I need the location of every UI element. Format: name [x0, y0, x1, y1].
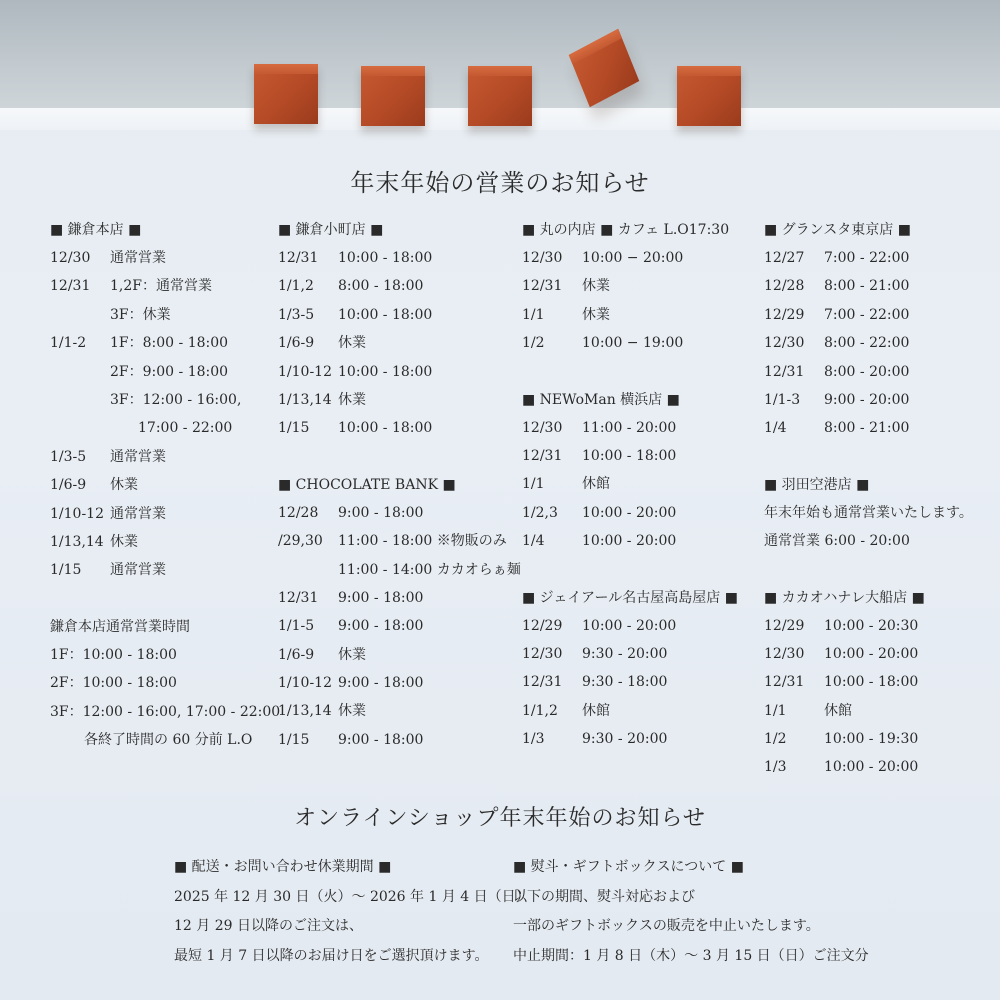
schedule-row: [278, 362, 513, 390]
schedule-row: [522, 503, 762, 531]
schedule-hours: 休館: [582, 476, 610, 493]
schedule-row: [50, 560, 275, 588]
online-shipping-notice: [174, 857, 530, 975]
schedule-hours: 10:00 - 20:00: [824, 645, 919, 662]
schedule-list: [522, 616, 762, 758]
schedule-hours: 8:00 - 21:00: [824, 420, 910, 437]
schedule-row: [278, 531, 513, 559]
schedule-row: [50, 333, 275, 361]
schedule-date: 1/4: [764, 420, 787, 437]
schedule-date: 1/2: [522, 335, 545, 352]
schedule-date: 1/6-9: [50, 477, 87, 494]
schedule-hours: 休業: [338, 703, 366, 720]
store-marunouchi: [522, 220, 762, 362]
schedule-row: [278, 390, 513, 418]
store-header: ■ NEWoMan 横浜店 ■: [522, 391, 680, 408]
schedule-hours: 10:00 - 18:00: [338, 250, 433, 266]
schedule-row: [764, 362, 994, 390]
schedule-hours: 9:30 - 20:00: [582, 645, 668, 662]
schedule-hours: 10:00 - 18:00: [582, 447, 677, 464]
hours-title: 鎌倉本店通常営業時間: [50, 618, 190, 635]
schedule-hours: 17:00 - 22:00: [110, 420, 233, 437]
page-title: 年末年始の営業のお知らせ: [350, 169, 650, 197]
schedule-hours: 10:00 - 18:00: [338, 306, 433, 323]
schedule-hours: 9:00 - 18:00: [338, 675, 424, 692]
store-header: ■ 羽田空港店 ■: [764, 476, 870, 493]
schedule-date: 1/2: [764, 731, 787, 748]
schedule-hours: 10:00 - 18:00: [338, 363, 433, 380]
schedule-row: [522, 305, 762, 333]
schedule-date: 12/29: [522, 617, 563, 634]
schedule-hours: 10:00 - 20:00: [582, 533, 677, 550]
store-header: ■ 丸の内店 ■ カフェ L.O17:30: [522, 222, 730, 238]
schedule-row: [278, 673, 513, 701]
schedule-date: 1/6-9: [278, 335, 315, 352]
schedule-hours: 11:00 - 20:00: [582, 419, 677, 436]
schedule-date: 1/1,2: [278, 278, 314, 295]
schedule-row: [764, 333, 994, 361]
schedule-date: 1/15: [50, 562, 82, 579]
schedule-date: 1/1: [522, 476, 545, 493]
store-newoman-yokohama: [522, 390, 762, 560]
schedule-row: [50, 276, 275, 304]
schedule-date: 1/10-12: [278, 675, 332, 692]
schedule-date: /29,30: [278, 533, 323, 550]
schedule-hours: 8:00 - 18:00: [338, 278, 424, 295]
schedule-date: 1/1: [764, 702, 787, 719]
schedule-hours: 10:00 − 19:00: [582, 335, 684, 352]
schedule-row: [278, 645, 513, 673]
schedule-row: [764, 276, 994, 304]
schedule-hours: 3F：12:00 - 16:00,: [110, 391, 242, 408]
hours-line: 3F：12:00 - 16:00, 17:00 - 22:00: [50, 703, 281, 720]
schedule-date: 1/1-3: [764, 391, 801, 408]
online-shop-title: オンラインショップ年末年始のお知らせ: [294, 806, 706, 831]
schedule-row: [50, 504, 275, 532]
notice-line: 12 月 29 日以降のご注文は、: [174, 918, 363, 934]
store-header: ■ CHOCOLATE BANK ■: [278, 476, 456, 493]
schedule-row: [50, 475, 275, 503]
store-cacao-hanare-ofuna: [764, 588, 994, 786]
schedule-row: [50, 418, 275, 446]
schedule-hours: 10:00 - 18:00: [824, 674, 919, 691]
schedule-row: [50, 532, 275, 560]
schedule-hours: 通常営業: [110, 562, 166, 579]
schedule-date: 12/30: [50, 250, 91, 266]
schedule-date: 1/1-2: [50, 335, 87, 352]
schedule-row: [50, 362, 275, 390]
schedule-row: [522, 729, 762, 757]
schedule-date: 12/31: [50, 278, 91, 295]
schedule-date: 1/13,14: [278, 703, 332, 720]
schedule-date: 12/30: [764, 645, 805, 662]
schedule-date: 12/28: [278, 504, 319, 521]
schedule-row: [278, 616, 513, 644]
store-header: ■ ジェイアール名古屋高島屋店 ■: [522, 589, 738, 606]
schedule-date: 12/31: [278, 589, 319, 606]
store-haneda-airport: [764, 475, 994, 560]
schedule-row: [522, 644, 762, 672]
schedule-hours: 9:00 - 18:00: [338, 618, 424, 635]
schedule-row: [522, 276, 762, 304]
schedule-row: [522, 531, 762, 559]
schedule-hours: 10:00 - 18:00: [338, 420, 433, 437]
schedule-hours: 10:00 - 20:00: [824, 759, 919, 776]
store-gransta-tokyo: [764, 220, 994, 447]
schedule-date: 12/30: [522, 250, 563, 266]
schedule-hours: 9:00 - 18:00: [338, 589, 424, 606]
schedule-date: 12/31: [522, 447, 563, 464]
schedule-date: 12/30: [522, 645, 563, 662]
schedule-row: [278, 248, 513, 276]
schedule-row: [764, 248, 994, 276]
schedule-hours: 9:00 - 18:00: [338, 504, 424, 521]
schedule-row: [522, 248, 762, 276]
schedule-date: 1/3: [522, 731, 545, 748]
schedule-hours: 休業: [338, 391, 366, 408]
schedule-row: [50, 390, 275, 418]
schedule-hours: 休業: [582, 306, 610, 323]
schedule-hours: 9:30 - 20:00: [582, 731, 668, 748]
schedule-hours: 10:00 - 20:00: [582, 504, 677, 521]
schedule-date: 1/3-5: [278, 306, 315, 323]
notice-header: ■ 配送・お問い合わせ休業期間 ■: [174, 859, 392, 875]
schedule-list: [764, 248, 994, 447]
schedule-date: 12/30: [522, 419, 563, 436]
schedule-hours: 10:00 - 19:30: [824, 731, 919, 748]
schedule-hours: 3F：休業: [110, 306, 171, 323]
schedule-row: [278, 730, 513, 758]
schedule-list: [50, 248, 275, 589]
schedule-date: 1/10-12: [50, 505, 104, 522]
store-header: ■ 鎌倉小町店 ■: [278, 222, 384, 238]
notice-line: 一部のギフトボックスの販売を中止いたします。: [513, 918, 820, 934]
notice-header: ■ 熨斗・ギフトボックスについて ■: [513, 859, 744, 875]
schedule-list: [522, 248, 762, 362]
schedule-row: [278, 305, 513, 333]
schedule-row: [278, 560, 521, 588]
schedule-row: [278, 418, 513, 446]
schedule-date: 12/30: [764, 335, 805, 352]
schedule-list: [522, 418, 762, 560]
schedule-hours: 1,2F：通常営業: [110, 278, 212, 295]
schedule-row: [278, 503, 513, 531]
store-note: 年末年始も通常営業いたします。: [764, 504, 973, 521]
schedule-date: 12/31: [522, 674, 563, 691]
schedule-hours: 休館: [582, 702, 610, 719]
schedule-row: [278, 276, 513, 304]
schedule-date: 1/6-9: [278, 646, 315, 663]
schedule-date: 1/15: [278, 420, 310, 437]
schedule-hours: 休業: [110, 533, 138, 550]
schedule-hours: 2F：9:00 - 18:00: [110, 363, 229, 380]
schedule-hours: 11:00 - 18:00 ※物販のみ: [338, 533, 507, 550]
column-2: [278, 220, 521, 758]
schedule-date: 1/10-12: [278, 363, 332, 380]
online-gift-notice: [513, 857, 873, 975]
notice-line: 2025 年 12 月 30 日（火）～ 2026 年 1 月 4 日（日）: [174, 888, 530, 905]
schedule-row: [764, 390, 994, 418]
notice-line: 以下の期間、熨斗対応および: [513, 888, 695, 905]
schedule-hours: 7:00 - 22:00: [824, 306, 910, 323]
notice-line: 中止期間：1 月 8 日（木）～ 3 月 15 日（日）ご注文分: [513, 947, 869, 964]
schedule-date: 1/1,2: [522, 702, 558, 719]
schedule-date: 1/13,14: [278, 391, 332, 408]
schedule-hours: 11:00 - 14:00 カカオらぁ麺: [338, 561, 521, 578]
schedule-date: [50, 362, 110, 390]
schedule-hours: 休業: [110, 477, 138, 494]
schedule-row: [522, 418, 762, 446]
schedule-date: 12/31: [278, 250, 319, 266]
column-3: [522, 220, 762, 757]
chocolate-cube-2: [361, 66, 425, 126]
schedule-row: [522, 616, 762, 644]
schedule-date: [50, 305, 110, 333]
schedule-date: 12/29: [764, 306, 805, 323]
schedule-date: 12/31: [764, 674, 805, 691]
chocolate-cube-3: [468, 66, 532, 126]
notice-line: 最短 1 月 7 日以降のお届け日をご選択頂けます。: [174, 947, 489, 964]
schedule-row: [522, 701, 762, 729]
schedule-row: [764, 757, 994, 785]
schedule-hours: 休館: [824, 702, 852, 719]
schedule-date: 12/28: [764, 278, 805, 295]
schedule-row: [764, 672, 994, 700]
chocolate-cube-5: [677, 66, 741, 126]
schedule-date: 1/3: [764, 759, 787, 776]
schedule-hours: 10:00 − 20:00: [582, 250, 684, 266]
schedule-row: [50, 248, 275, 276]
schedule-hours: 8:00 - 20:00: [824, 363, 910, 380]
schedule-date: [50, 418, 110, 446]
schedule-row: [764, 729, 994, 757]
schedule-hours: 10:00 - 20:30: [824, 617, 919, 634]
schedule-date: 1/13,14: [50, 533, 104, 550]
schedule-row: [522, 446, 762, 474]
schedule-date: 1/1: [522, 306, 545, 323]
schedule-hours: 休業: [338, 335, 366, 352]
schedule-row: [522, 672, 762, 700]
hours-note: 各終了時間の 60 分前 L.O: [84, 732, 253, 749]
schedule-row: [50, 447, 275, 475]
schedule-date: 1/4: [522, 533, 545, 550]
store-kamakura-komachi: [278, 220, 513, 447]
schedule-hours: 通常営業: [110, 250, 166, 266]
schedule-row: [522, 333, 762, 361]
schedule-hours: 8:00 - 22:00: [824, 335, 910, 352]
schedule-date: 12/29: [764, 617, 805, 634]
schedule-date: 12/27: [764, 250, 805, 266]
schedule-row: [764, 701, 994, 729]
schedule-hours: 7:00 - 22:00: [824, 250, 910, 266]
schedule-date: 12/31: [764, 363, 805, 380]
schedule-date: 1/2,3: [522, 504, 558, 521]
schedule-row: [50, 305, 275, 333]
store-note: 通常営業 6:00 - 20:00: [764, 533, 910, 550]
schedule-row: [278, 701, 513, 729]
schedule-row: [764, 644, 994, 672]
schedule-hours: 9:30 - 18:00: [582, 674, 668, 691]
store-chocolate-bank: [278, 475, 521, 759]
store-header: ■ 鎌倉本店 ■: [50, 222, 142, 238]
store-header: ■ カカオハナレ大船店 ■: [764, 589, 925, 606]
schedule-date: 1/3-5: [50, 448, 87, 465]
schedule-row: [764, 418, 994, 446]
chocolate-cube-1: [254, 64, 318, 124]
schedule-list: [764, 616, 994, 786]
schedule-hours: 1F：8:00 - 18:00: [110, 335, 229, 352]
hours-line: 2F：10:00 - 18:00: [50, 675, 177, 692]
schedule-row: [278, 588, 513, 616]
schedule-row: [278, 333, 513, 361]
schedule-hours: 9:00 - 18:00: [338, 731, 424, 748]
store-jr-nagoya-takashimaya: [522, 588, 762, 758]
schedule-date: 1/15: [278, 731, 310, 748]
column-4: [764, 220, 994, 786]
schedule-list: [278, 503, 521, 759]
schedule-hours: 10:00 - 20:00: [582, 617, 677, 634]
schedule-hours: 休業: [582, 278, 610, 295]
schedule-row: [764, 305, 994, 333]
schedule-row: [764, 616, 994, 644]
schedule-hours: 通常営業: [110, 505, 166, 522]
schedule-date: 12/31: [522, 278, 563, 295]
schedule-hours: 8:00 - 21:00: [824, 278, 910, 295]
hours-line: 1F：10:00 - 18:00: [50, 647, 177, 664]
schedule-list: [278, 248, 513, 447]
schedule-hours: 通常営業: [110, 448, 166, 465]
schedule-hours: 休業: [338, 646, 366, 663]
schedule-row: [522, 474, 762, 502]
schedule-date: [278, 560, 338, 588]
schedule-date: 1/1-5: [278, 618, 315, 635]
schedule-date: [50, 390, 110, 418]
store-header: ■ グランスタ東京店 ■: [764, 222, 911, 238]
schedule-hours: 9:00 - 20:00: [824, 391, 910, 408]
store-kamakura-honten: [50, 220, 281, 759]
